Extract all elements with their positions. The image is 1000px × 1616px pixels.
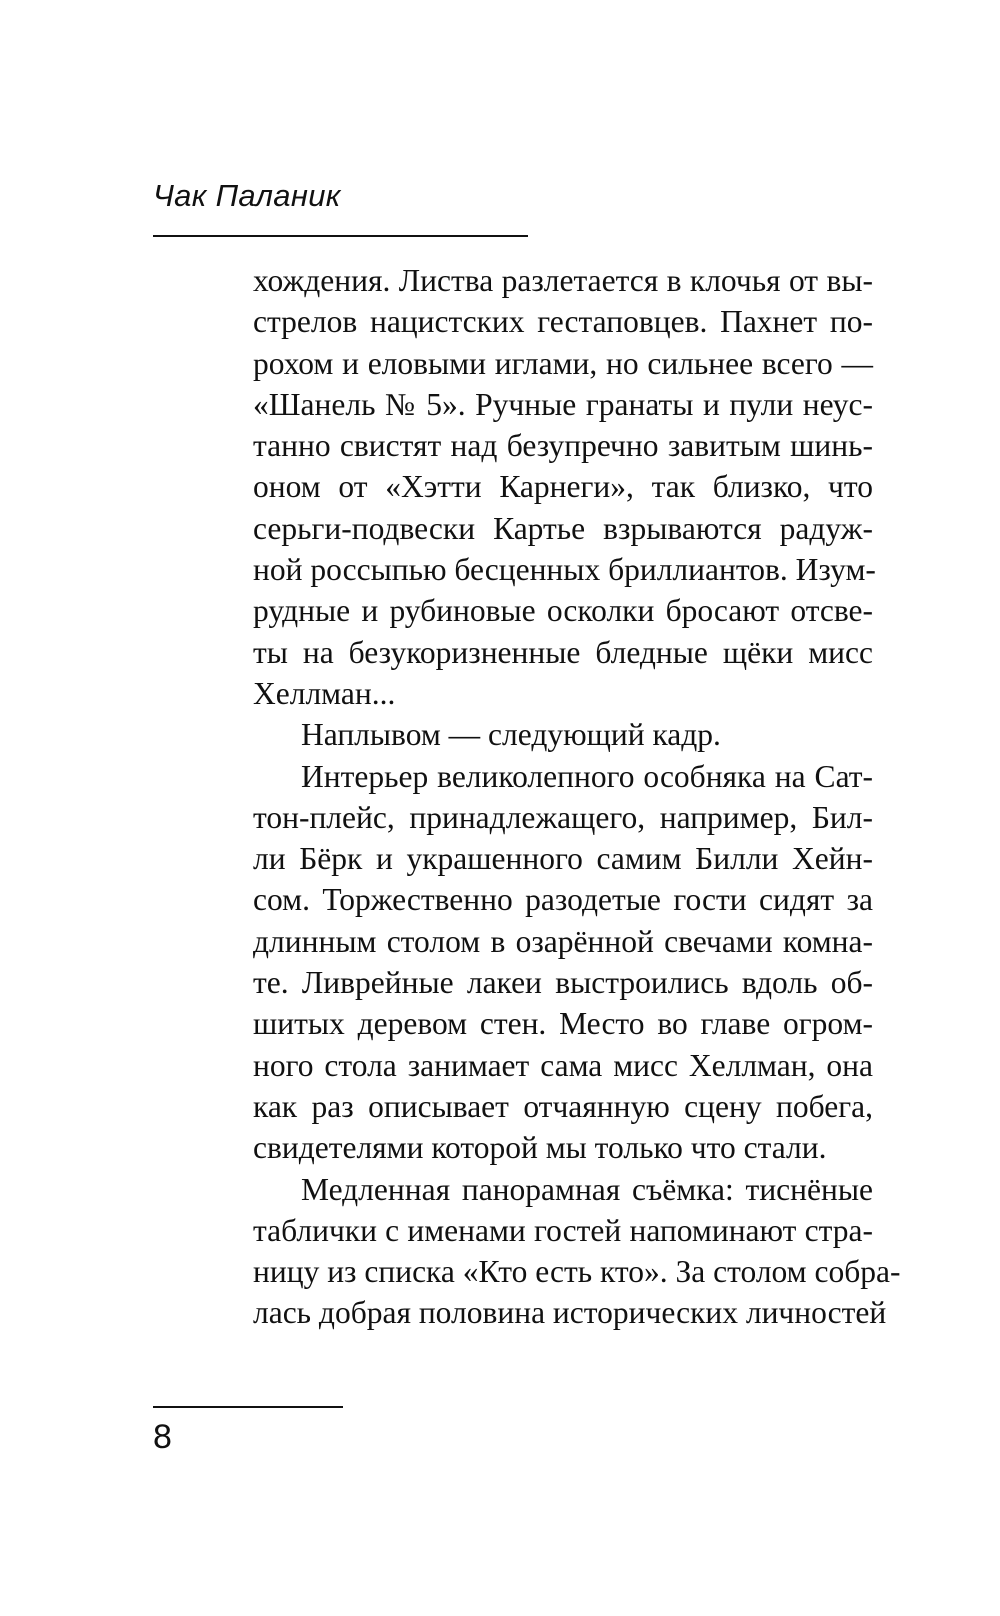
text-line: ли Бёрк и украшенного самим Билли Хейн- xyxy=(253,841,873,877)
header-rule xyxy=(153,235,528,237)
text-line: ной россыпью бесценных бриллиантов. Изум- xyxy=(253,552,876,588)
text-line: ного стола занимает сама мисс Хеллман, она xyxy=(253,1047,873,1083)
text-line: Хеллман... xyxy=(253,675,396,711)
text-line: рудные и рубиновые осколки бросают отсве- xyxy=(253,593,873,629)
text-line: длинным столом в озарённой свечами комна- xyxy=(253,923,873,959)
body-text xyxy=(253,260,901,1334)
text-line: тон-плейс, принадлежащего, например, Бил- xyxy=(253,799,873,835)
text-line: свидетелями которой мы только что стали. xyxy=(253,1130,827,1166)
text-line: «Шанель № 5». Ручные гранаты и пули неус- xyxy=(253,386,873,422)
text-line: как раз описывает отчаянную сцену побега, xyxy=(253,1088,873,1124)
text-line: серьги-подвески Картье взрываются радуж- xyxy=(253,510,873,546)
text-line: те. Ливрейные лакеи выстроились вдоль об- xyxy=(253,965,873,1001)
text-line: стрелов нацистских гестаповцев. Пахнет по- xyxy=(253,304,873,340)
text-line: рохом и еловыми иглами, но сильнее всего — xyxy=(253,345,873,381)
running-header-author: Чак Паланик xyxy=(153,178,341,213)
text-line: танно свистят над безупречно завитым шинь- xyxy=(253,428,873,464)
text-line: Интерьер великолепного особняка на Сат- xyxy=(301,758,873,794)
text-line: Наплывом — следующий кадр. xyxy=(301,717,721,753)
text-line: ницу из списка «Кто есть кто». За столом собра- xyxy=(253,1254,901,1290)
text-line: ты на безукоризненные бледные щёки мисс xyxy=(253,634,873,670)
text-line: хождения. Листва разлетается в клочья от вы- xyxy=(253,263,873,298)
text-line: шитых деревом стен. Место во главе огром- xyxy=(253,1006,873,1042)
footer-rule xyxy=(153,1406,343,1408)
text-line: лась добрая половина исторических личностей xyxy=(253,1295,887,1331)
page-number: 8 xyxy=(153,1418,172,1456)
text-line: таблички с именами гостей напоминают стра- xyxy=(253,1212,873,1248)
text-line: сом. Торжественно разодетые гости сидят за xyxy=(253,882,873,918)
text-line: оном от «Хэтти Карнеги», так близко, что xyxy=(253,469,873,505)
text-line: Медленная панорамная съёмка: тиснёные xyxy=(301,1171,873,1207)
